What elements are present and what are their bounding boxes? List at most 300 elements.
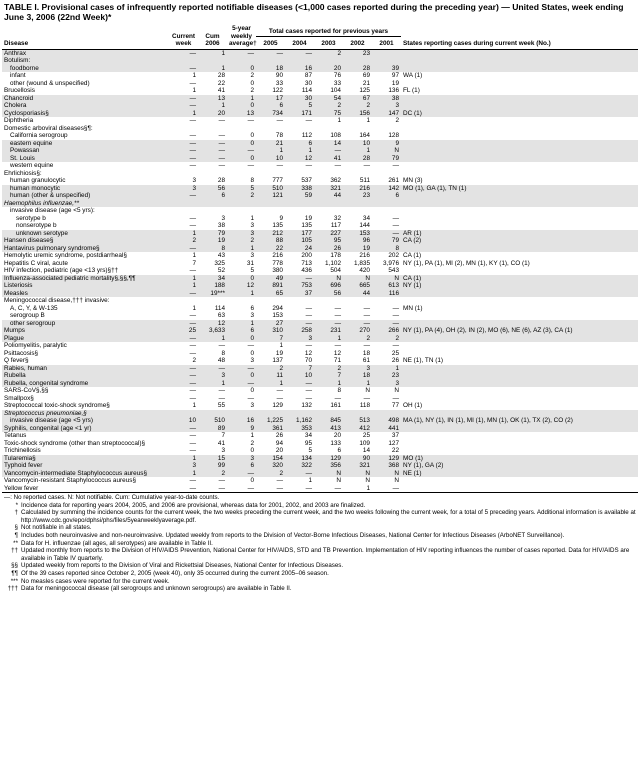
count-cell: N [314,275,343,283]
count-cell: 2 [256,470,285,478]
table-row [2,72,638,80]
count-cell: — [276,477,283,484]
count-cell: 613 [372,282,401,290]
disease-name: Chancroid [2,95,169,103]
states-reporting [401,162,638,170]
count-cell: 3 [198,372,227,380]
count-cell: 125 [359,87,370,94]
count-cell: — [363,342,370,349]
disease-name: Meningococcal disease,††† invasive: [4,297,110,304]
count-cell [198,410,227,418]
table-row [2,57,638,65]
count-cell: — [314,320,343,328]
count-cell: 34 [198,275,227,283]
count-cell: — [227,49,256,57]
count-cell: N [394,477,400,484]
count-cell: — [363,312,370,319]
count-cell: N [365,477,370,484]
count-cell: 356 [314,462,343,470]
count-cell: — [169,140,198,148]
count-cell: 3,633 [198,327,227,335]
table-row [2,155,638,163]
count-cell: 15 [198,455,227,463]
footnote-text: No measles cases were reported for the current week. [21,577,170,585]
disease-name: Streptococcal toxic-shock syndrome§ [4,402,110,409]
count-cell: — [189,447,196,454]
disease-name: serotype b [16,214,46,222]
count-cell: — [227,485,256,493]
footnote-marker: ¶¶ [11,569,18,577]
count-cell: 161 [330,402,341,409]
count-cell: 16 [227,417,256,425]
count-cell: — [189,79,196,87]
count-cell: 2 [343,102,372,110]
count-cell: 117 [330,222,341,229]
current-week-column-header: Current week [169,23,198,49]
count-cell: 1 [198,335,227,343]
table-row [2,335,638,343]
count-cell: 87 [304,72,312,79]
count-cell: 11 [256,372,285,380]
count-cell: 3 [250,252,254,259]
states-reporting [401,485,638,493]
count-cell: — [247,342,254,349]
count-cell [343,57,372,65]
count-cell: 10 [343,140,372,148]
count-cell: 153 [272,312,283,319]
count-cell: 142 [372,185,401,193]
count-cell: 59 [285,192,314,200]
count-cell: 12 [285,155,314,163]
states-reporting: CA (1) [401,275,638,283]
table-row [2,440,638,448]
disease-name: Ehrlichiosis§: [4,169,42,177]
count-cell: — [247,394,254,402]
count-cell: 216 [359,252,370,259]
count-cell: 154 [256,455,285,463]
states-reporting [401,192,638,200]
table-row [2,192,638,200]
states-reporting [401,395,638,403]
year-column-header: 2002 [343,36,372,49]
count-cell: — [305,312,312,319]
count-cell [169,125,198,133]
count-cell: 122 [272,87,283,94]
count-cell: 5 [285,102,314,110]
count-cell: — [247,162,254,169]
disease-column-header: Disease [2,23,169,49]
count-cell: 23 [343,49,372,57]
count-cell: 56 [314,290,343,298]
count-cell: 38 [217,222,225,229]
states-reporting: AR (1) [401,230,638,238]
count-cell: 177 [285,230,314,238]
count-cell: 8 [221,349,225,357]
count-cell: — [372,320,401,328]
count-cell: 270 [343,327,372,335]
states-reporting: NE (1) [401,470,638,478]
count-cell: 95 [314,237,343,245]
count-cell: 164 [359,132,370,139]
count-cell: 37 [391,432,400,439]
count-cell: 129 [314,455,343,463]
disease-name: HIV infection, pediatric (age <13 yrs)§†† [4,267,119,274]
count-cell: 412 [343,425,372,433]
count-cell: 28 [217,72,225,79]
count-cell: 504 [330,267,341,274]
count-cell: — [285,320,314,328]
table-row [2,432,638,440]
count-cell: — [218,162,225,169]
count-cell: — [198,155,227,163]
count-cell: 3 [250,312,254,319]
states-reporting: MO (1), GA (1), TN (1) [401,185,638,193]
count-cell [285,207,314,215]
count-cell: 105 [285,237,314,245]
count-cell: 1 [192,252,196,259]
disease-name: Powassan [2,147,169,155]
table-row [2,162,638,170]
count-cell: — [189,477,196,484]
count-cell: 1,102 [325,259,341,267]
table-row [2,305,638,313]
count-cell [169,207,198,215]
count-cell: 845 [314,417,343,425]
count-cell: 109 [359,439,370,447]
count-cell: — [169,192,198,200]
table-row [2,357,638,365]
count-cell: 7 [285,365,314,373]
count-cell: — [363,304,370,312]
table-body [2,49,638,493]
disease-table [2,23,638,493]
count-cell: — [256,49,285,57]
count-cell: 510 [198,417,227,425]
footnotes [2,494,638,593]
count-cell: 38 [372,95,401,103]
count-cell: — [227,147,256,155]
footnote [4,532,636,540]
count-cell: 6 [227,462,256,470]
count-cell: 1 [169,110,198,118]
count-cell: 5 [250,267,254,274]
disease-name: Typhoid fever [2,462,169,470]
count-cell [227,200,256,208]
disease-name: human (other & unspecified) [2,192,169,200]
states-reporting [401,200,638,208]
states-reporting [401,140,638,148]
count-cell: — [169,380,198,388]
table-row [2,117,638,125]
count-cell: — [334,162,341,169]
table-row [2,282,638,290]
count-cell: 10 [285,372,314,380]
states-reporting [401,95,638,103]
table-row [2,312,638,320]
count-cell: 43 [217,252,225,259]
footnote-text: Includes both neuroinvasive and non-neuroinvasive. Updated weekly from reports to the Division of Vector-Borne Infectious Diseases, National Center for Infectious Diseases (ArboNET Surveillance). [21,531,565,539]
disease-name: Trichinellosis [4,447,41,454]
count-cell: 79 [372,237,401,245]
count-cell: 188 [198,282,227,290]
count-cell: 216 [272,252,283,259]
count-cell: 9 [227,425,256,433]
count-cell: 441 [372,425,401,433]
count-cell: 0 [250,349,254,357]
count-cell [198,207,227,215]
count-cell: 1,225 [256,417,285,425]
count-cell [343,200,372,208]
count-cell: 137 [272,357,283,364]
count-cell: — [392,222,400,229]
states-reporting [401,132,638,140]
count-cell: — [256,485,285,493]
count-cell: 231 [314,327,343,335]
table-row [2,470,638,478]
table-row [2,402,638,410]
count-cell: 28 [343,155,372,163]
states-reporting: OH (1) [403,402,423,409]
count-cell: 79 [372,155,401,163]
count-cell: 1 [192,72,196,79]
count-cell: 537 [301,177,312,184]
count-cell: — [189,349,196,357]
count-cell: 9 [279,214,283,222]
count-cell: 1 [337,117,341,124]
states-reporting [401,267,638,275]
count-cell: 13 [227,110,256,118]
footnote-list [4,502,636,593]
footnote-marker: ** [13,539,18,547]
year-column-header: 2005 [256,36,285,49]
count-cell: 3 [169,462,198,470]
count-cell: 753 [285,282,314,290]
table-row [2,387,638,395]
disease-name: other (wound & unspecified) [10,79,90,87]
count-cell: — [169,147,198,155]
count-cell: 67 [343,95,372,103]
count-cell: 10 [256,155,285,163]
footnote [4,540,636,548]
count-cell: — [305,117,312,124]
count-cell: — [276,394,283,402]
count-cell: 3 [169,185,198,193]
count-cell: — [189,394,196,402]
table-row [2,237,638,245]
count-cell [372,200,401,208]
table-row [2,477,638,485]
count-cell: 114 [214,304,225,312]
count-cell [314,297,343,305]
states-reporting [401,222,638,230]
count-cell: 0 [250,477,254,484]
count-cell: 2 [343,335,372,343]
count-cell [169,297,198,305]
count-cell: 1 [256,380,285,388]
count-cell: 0 [250,387,254,394]
count-cell: 19 [391,79,400,87]
states-reporting [401,155,638,163]
count-cell: 3 [227,230,256,238]
table-row [2,245,638,253]
table-row [2,290,638,298]
count-cell: — [169,425,198,433]
count-cell: 44 [343,290,372,298]
count-cell: 6 [285,140,314,148]
count-cell: 1 [343,485,372,493]
disease-name: Mumps [2,327,169,335]
count-cell [314,170,343,178]
disease-name: SARS-CoV§,§§ [4,387,49,394]
count-cell [285,297,314,305]
count-cell: 18 [256,65,285,73]
count-cell: 1 [169,455,198,463]
count-cell: 25 [169,327,198,335]
count-cell: 3 [250,222,254,229]
count-cell: 94 [275,439,283,447]
count-cell: 24 [285,245,314,253]
disease-name: Cholera [2,102,169,110]
count-cell: 23 [343,192,372,200]
count-cell: 2 [227,192,256,200]
disease-name: Hantavirus pulmonary syndrome§ [2,245,169,253]
count-cell: — [392,304,400,312]
count-cell: — [276,117,283,124]
footnote [4,524,636,532]
count-cell: N [372,275,401,283]
disease-name: Diphtheria [4,117,34,124]
count-cell [256,207,285,215]
count-cell [169,200,198,208]
count-cell: — [198,147,227,155]
states-reporting [401,207,638,215]
count-cell: — [189,439,196,447]
count-cell: 30 [304,79,312,87]
count-cell [285,170,314,178]
count-cell: 34 [362,214,370,222]
count-cell: 1 [198,49,227,57]
count-cell [256,57,285,65]
count-cell [314,207,343,215]
count-cell: 134 [285,455,314,463]
count-cell: — [169,290,198,298]
table-row [2,147,638,155]
footnote [4,578,636,586]
table-row [2,102,638,110]
count-cell: 1,162 [285,417,314,425]
count-cell: 7 [221,432,225,439]
states-reporting [401,335,638,343]
disease-name: Smallpox§ [4,394,34,402]
count-cell: 12 [333,349,341,357]
count-cell: 65 [256,290,285,298]
footnote [4,585,636,593]
states-reporting [401,245,638,253]
count-cell: 69 [362,72,370,79]
count-cell: 76 [333,72,341,79]
count-cell: — [276,387,283,394]
table-row [2,327,638,335]
footnote-marker: † [14,509,18,517]
disease-name: invasive disease (age <5 yrs): [10,207,95,214]
count-cell: — [305,304,312,312]
count-cell: 1 [343,380,372,388]
states-reporting: CA (1) [403,252,422,259]
count-cell: 0 [250,447,254,454]
count-cell: 39 [372,65,401,73]
count-cell: 96 [343,237,372,245]
table-row [2,267,638,275]
count-cell: 1 [198,380,227,388]
states-reporting [401,350,638,358]
count-cell [343,410,372,418]
count-cell: 1 [227,95,256,103]
count-cell: 28 [217,177,225,184]
count-cell: 0 [250,132,254,139]
count-cell: 1 [285,147,314,155]
disease-name: Vancomycin-resistant Staphylococcus aureus§ [4,477,137,484]
states-reporting [401,372,638,380]
count-cell: 8 [337,387,341,394]
count-cell: 2 [192,357,196,364]
count-cell [169,170,198,178]
table-row [2,95,638,103]
count-cell: 0 [227,102,256,110]
page [2,0,638,593]
table-row [2,410,638,418]
count-cell [256,410,285,418]
count-cell: 1 [314,380,343,388]
count-cell: — [285,275,314,283]
count-cell [343,297,372,305]
count-cell: 128 [388,132,400,139]
count-cell: — [169,155,198,163]
disease-name: Psittacosis§ [4,349,39,357]
count-cell: 361 [256,425,285,433]
count-cell: 144 [359,222,370,229]
count-cell: 7 [314,372,343,380]
table-row [2,87,638,95]
count-cell: 22 [217,79,225,87]
count-cell [169,410,198,418]
count-cell: 665 [343,282,372,290]
footnote-marker: ††† [7,585,18,593]
count-cell: 135 [301,222,312,229]
count-cell [227,125,256,133]
table-row [2,170,638,178]
count-cell: 27 [256,320,285,328]
table-row [2,132,638,140]
disease-name: human monocytic [2,185,169,193]
count-cell [198,57,227,65]
table-row [2,110,638,118]
states-reporting: MA (1), NY (1), IN (1), MI (1), MN (1), OK (1), TX (2), CO (2) [401,417,638,425]
count-cell: 3 [372,102,401,110]
count-cell: 2 [314,365,343,373]
count-cell: 21 [362,79,370,87]
count-cell: 17 [256,95,285,103]
states-column-header: States reporting cases during current week (No.) [401,23,638,49]
count-cell: 136 [388,87,400,94]
count-cell: — [218,394,225,402]
count-cell: 2 [256,365,285,373]
count-cell: 20 [275,447,283,454]
count-cell: 1 [192,402,196,409]
count-cell: N [314,470,343,478]
states-reporting [401,320,638,328]
count-cell: 88 [256,237,285,245]
count-cell: 118 [359,402,370,409]
